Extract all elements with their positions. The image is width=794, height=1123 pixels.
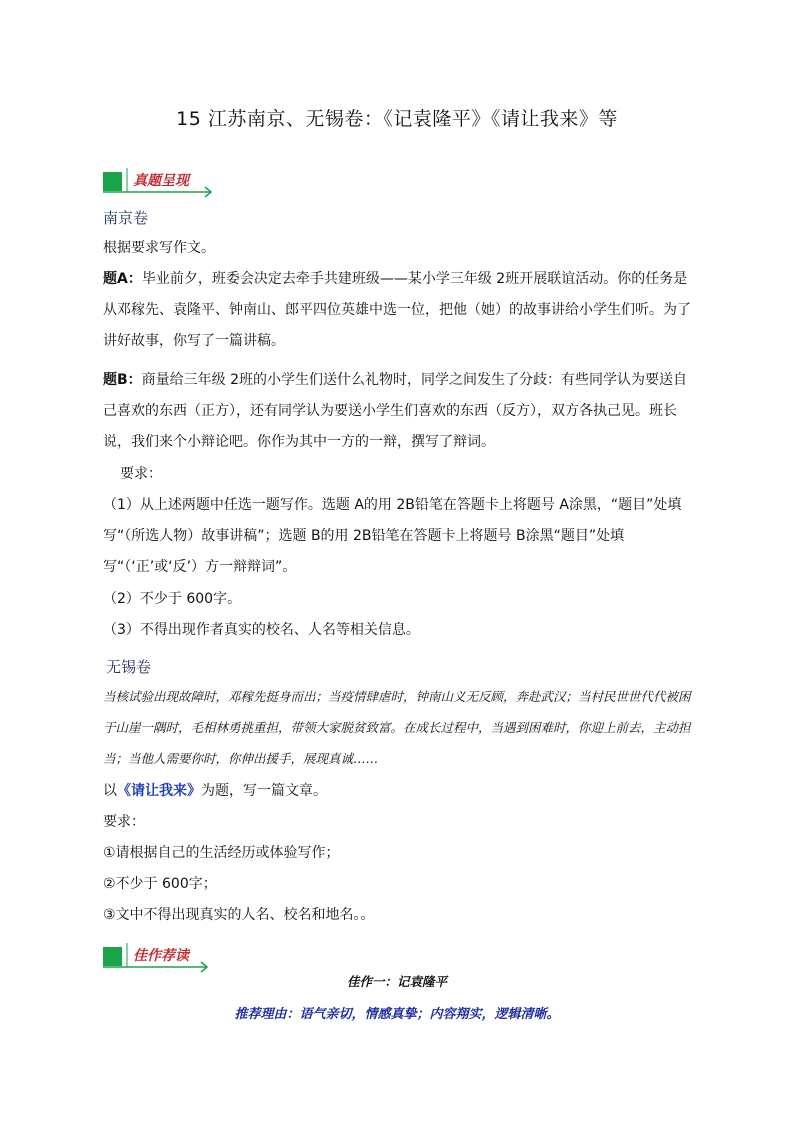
section-header-real-exam [103, 168, 223, 194]
wuxi-passage: 当核试验出现故障时，邓稼先挺身而出；当疫情肆虐时，钟南山义无反顾，奔赴武汉；当村民世世代代被困于山崖一隅时，毛相林勇挑重担，带领大家脱贫致富。在成长过程中，当遇到困难时，你迎上前去，主动担当；当他人需要你时，你伸出援手，展现真诚…… [103, 689, 691, 766]
page-title: 15 江苏南京、无锡卷：《记袁隆平》《请让我来》等 [176, 108, 618, 130]
arrow-line-icon [103, 943, 223, 969]
wuxi-req-label: 要求： [103, 814, 145, 830]
topic-a-paragraph [103, 264, 701, 357]
wuxi-task [103, 776, 701, 807]
essay-title: 佳作一：记袁隆平 [346, 974, 447, 989]
wuxi-req-3: ③文中不得出现真实的人名、校名和地名。。 [103, 907, 375, 923]
nanjing-intro: 根据要求写作文。 [103, 240, 215, 256]
topic-b-paragraph [103, 365, 701, 458]
nanjing-req-label: 要求： [120, 466, 162, 482]
recommend-reason: 推荐理由：语气亲切，情感真挚；内容翔实，逻辑清晰。 [234, 1007, 560, 1022]
section-label: 佳作荐读 [133, 948, 189, 964]
arrow-line-icon [103, 168, 223, 194]
section-label: 真题呈现 [133, 173, 189, 189]
section-header-recommended [103, 943, 223, 969]
topic-a-text: 毕业前夕，班委会决定去牵手共建班级——某小学三年级 2班开展联谊活动。你的任务是从邓稼先、袁隆平、钟南山、郎平四位英雄中选一位，把他（她）的故事讲给小学生们听。为了讲好故事，你写了一篇讲稿。 [103, 271, 691, 349]
wuxi-req-1: ①请根据自己的生活经历或体验写作； [103, 845, 340, 861]
nanjing-heading: 南京卷 [103, 209, 149, 227]
nanjing-req-2: （2）不少于 600字。 [103, 591, 242, 607]
nanjing-req-1: （1）从上述两题中任选一题写作。选题 A的用 2B铅笔在答题卡上将题号 A涂黑，“题目”处填写“（所选人物）故事讲稿”；选题 B的用 2B铅笔在答题卡上将题号 B涂黑“题目”处填写“（‘正’或‘反’）方一辩辩词”。 [103, 497, 682, 575]
topic-a-label: 题A： [103, 271, 142, 287]
wuxi-task-suffix: 为题，写一篇文章。 [201, 783, 327, 799]
wuxi-task-title: 《请让我来》 [117, 783, 201, 799]
topic-b-label: 题B： [103, 372, 142, 388]
wuxi-req-2: ②不少于 600字； [103, 876, 217, 892]
wuxi-heading: 无锡卷 [106, 658, 152, 676]
wuxi-task-prefix: 以 [103, 783, 117, 799]
topic-b-text: 商量给三年级 2班的小学生们送什么礼物时，同学之间发生了分歧：有些同学认为要送自己喜欢的东西（正方），还有同学认为要送小学生们喜欢的东西（反方），双方各执己见。班长说，我们来个小辩论吧。你作为其中一方的一辩，撰写了辩词。 [103, 372, 688, 450]
nanjing-req-3: （3）不得出现作者真实的校名、人名等相关信息。 [103, 622, 420, 638]
